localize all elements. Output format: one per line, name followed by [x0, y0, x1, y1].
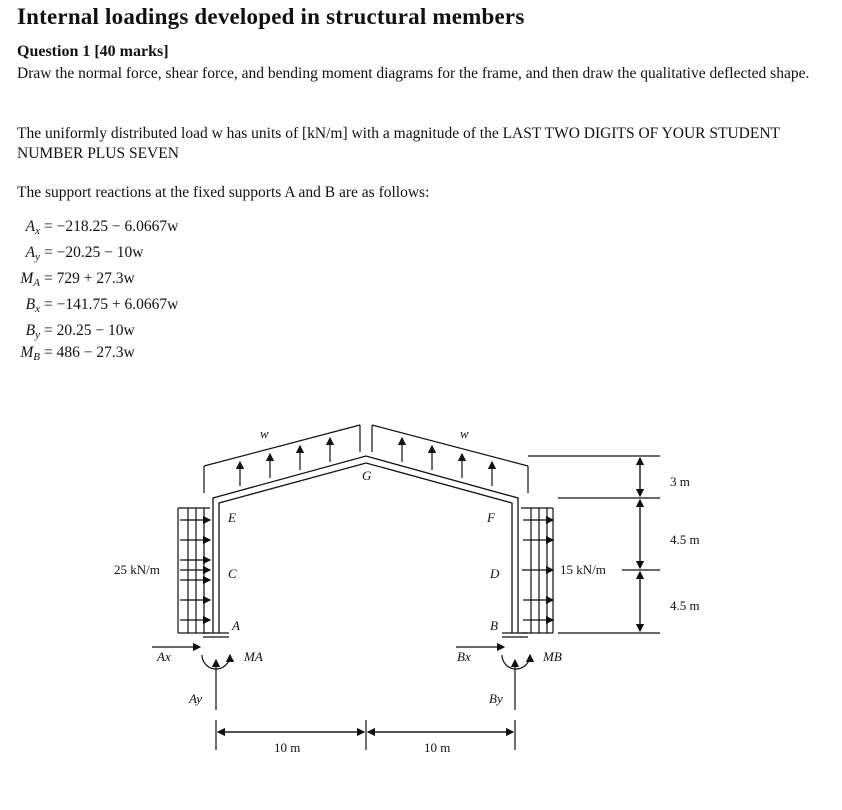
- label-load-25: 25 kN/m: [114, 562, 160, 577]
- reaction-equation: MA = 729 + 27.3w: [20, 270, 135, 289]
- label-node-B: B: [490, 618, 498, 633]
- label-By: By: [489, 691, 503, 706]
- question-heading: Question 1 [40 marks]: [17, 43, 169, 60]
- label-Ay: Ay: [189, 691, 202, 706]
- reaction-MB-arc: [502, 655, 530, 669]
- label-dim-right: 10 m: [424, 740, 451, 755]
- distributed-load-left: [204, 425, 360, 493]
- distributed-load-right: [372, 425, 528, 493]
- label-load-15: 15 kN/m: [560, 562, 606, 577]
- reaction-equation: By = 20.25 − 10w: [25, 322, 135, 341]
- label-node-E: E: [228, 510, 236, 525]
- label-node-G: G: [362, 468, 372, 483]
- label-node-F: F: [487, 510, 495, 525]
- label-dim-4.5m-bottom: 4.5 m: [670, 598, 700, 613]
- reaction-equation: Bx = −141.75 + 6.0667w: [25, 296, 179, 315]
- reaction-equation: Ay = −20.25 − 10w: [25, 244, 144, 263]
- label-node-C: C: [228, 566, 237, 581]
- reaction-equation: MB = 486 − 27.3w: [20, 344, 135, 363]
- label-MA: MA: [244, 649, 263, 664]
- label-w-right: w: [460, 426, 469, 441]
- question-body: Draw the normal force, shear force, and bending moment diagrams for the frame, and then draw the qualitative deflected shape.: [17, 65, 810, 82]
- dimension-vertical: [528, 456, 660, 633]
- label-dim-3m: 3 m: [670, 474, 690, 489]
- label-MB: MB: [543, 649, 562, 664]
- label-dim-left: 10 m: [274, 740, 301, 755]
- label-node-D: D: [490, 566, 500, 581]
- reaction-equation: Ax = −218.25 − 6.0667w: [25, 218, 179, 237]
- load-description: The uniformly distributed load w has units of [kN/m] with a magnitude of the LAST TWO DIGITS OF YOUR STUDENT NUMBER PLUS SEVEN: [17, 125, 780, 162]
- label-dim-4.5m-top: 4.5 m: [670, 532, 700, 547]
- label-Ax: Ax: [157, 649, 171, 664]
- frame-inner-line: [219, 463, 512, 633]
- label-node-A: A: [232, 618, 240, 633]
- page-title: Internal loadings developed in structural members: [17, 4, 525, 29]
- dimension-horizontal: [216, 720, 515, 750]
- label-w-left: w: [260, 426, 269, 441]
- reactions-intro: The support reactions at the fixed supports A and B are as follows:: [17, 184, 430, 201]
- label-Bx: Bx: [457, 649, 471, 664]
